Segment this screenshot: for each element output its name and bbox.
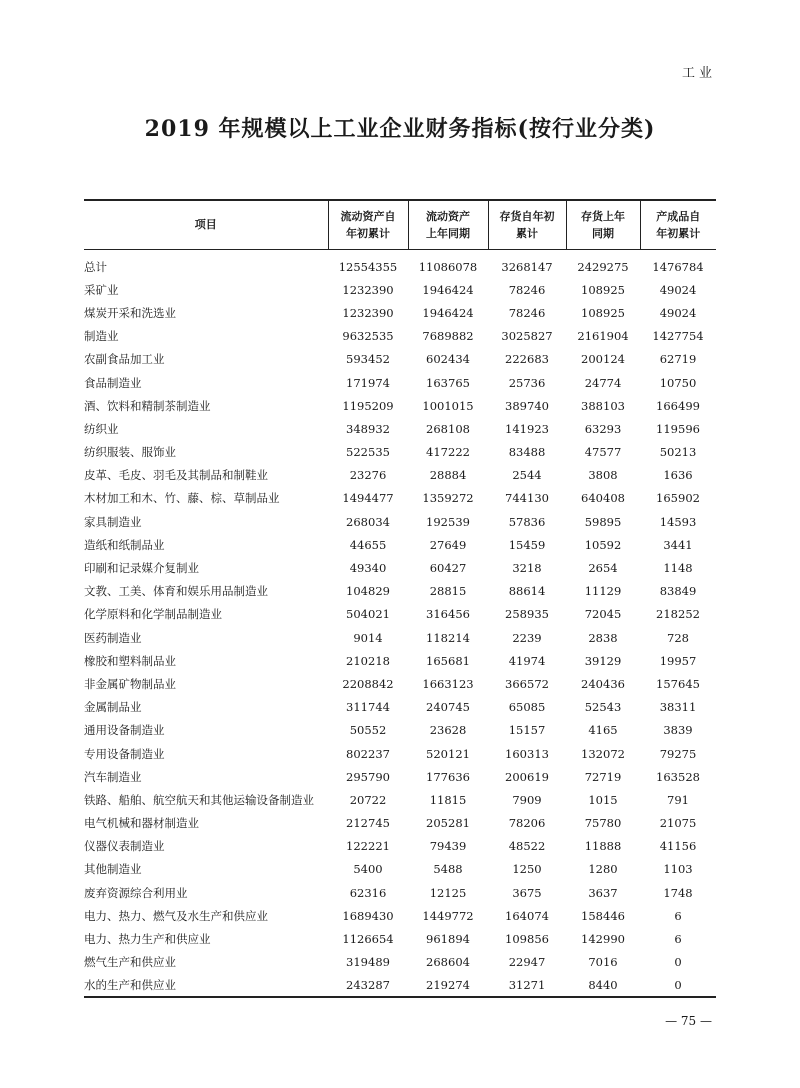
row-value: 3025827: [501, 329, 553, 344]
row-value: 1636: [663, 468, 693, 483]
row-value: 44655: [349, 537, 387, 552]
row-value: 83849: [659, 584, 697, 599]
row-label: 农副食品加工业: [84, 352, 165, 367]
row-value: 417222: [426, 445, 470, 460]
row-value: 20722: [349, 792, 387, 807]
row-value: 1001015: [422, 398, 474, 413]
table-row: [84, 348, 716, 371]
row-label: 通用设备制造业: [84, 723, 165, 738]
row-value: 1359272: [422, 491, 474, 506]
row-value: 0: [640, 974, 716, 997]
row-value: 1015: [588, 792, 618, 807]
row-value: 2838: [588, 630, 618, 645]
row-value: 52543: [584, 700, 622, 715]
row-value: 11888: [584, 839, 622, 854]
table-row: [84, 556, 716, 579]
row-value: 23276: [349, 468, 387, 483]
row-value: 12125: [429, 885, 467, 900]
row-value: 49340: [349, 561, 387, 576]
row-value: 640408: [581, 491, 625, 506]
row-value: 520121: [426, 746, 470, 761]
table-row: [84, 464, 716, 487]
table-body: [84, 249, 716, 997]
row-value: 19957: [659, 653, 697, 668]
row-label: 废弃资源综合利用业: [84, 885, 188, 900]
row-value: 212745: [346, 816, 390, 831]
row-value: 1280: [588, 862, 618, 877]
row-label: 燃气生产和供应业: [84, 955, 176, 970]
row-value: 78206: [508, 816, 546, 831]
row-value: 59895: [584, 514, 622, 529]
row-value: 31271: [488, 974, 566, 997]
table-row: [84, 858, 716, 881]
row-value: 205281: [426, 816, 470, 831]
row-value: 9632535: [342, 329, 394, 344]
row-value: 9014: [353, 630, 383, 645]
table-row: [84, 301, 716, 324]
row-value: 10592: [584, 537, 622, 552]
table-row: [84, 278, 716, 301]
row-value: 1232390: [342, 282, 394, 297]
row-value: 2161904: [577, 329, 629, 344]
header-line: 产成品自: [656, 209, 701, 223]
row-label: 总计: [84, 259, 107, 274]
row-value: 295790: [346, 769, 390, 784]
financial-indicators-table-container: [84, 199, 716, 998]
header-line: 项目: [194, 218, 217, 232]
row-value: 119596: [656, 421, 700, 436]
row-value: 8440: [566, 974, 640, 997]
row-value: 79275: [659, 746, 697, 761]
row-value: 728: [667, 630, 689, 645]
row-value: 165681: [426, 653, 470, 668]
header-line: 累计: [516, 226, 538, 240]
row-value: 1195209: [342, 398, 394, 413]
row-value: 15157: [508, 723, 546, 738]
row-value: 218252: [656, 607, 700, 622]
row-value: 62719: [659, 352, 697, 367]
row-label: 印刷和记录媒介复制业: [84, 561, 199, 576]
row-label: 皮革、毛皮、羽毛及其制品和制鞋业: [84, 468, 268, 483]
row-value: 163528: [656, 769, 700, 784]
row-value: 311744: [346, 700, 390, 715]
row-value: 75780: [584, 816, 622, 831]
financial-indicators-table: [84, 199, 716, 998]
row-value: 316456: [426, 607, 470, 622]
table-row: [84, 742, 716, 765]
table-row: [84, 533, 716, 556]
table-row: [84, 672, 716, 695]
row-value: 78246: [508, 282, 546, 297]
row-value: 3218: [512, 561, 542, 576]
row-value: 258935: [505, 607, 549, 622]
row-value: 2239: [512, 630, 542, 645]
row-value: 7909: [512, 792, 542, 807]
row-label: 电气机械和器材制造业: [84, 816, 199, 831]
row-value: 14593: [659, 514, 697, 529]
row-value: 108925: [581, 305, 625, 320]
row-value: 6: [674, 932, 682, 947]
row-value: 122221: [346, 839, 390, 854]
row-label: 仪器仪表制造业: [84, 839, 165, 854]
row-value: 268108: [426, 421, 470, 436]
table-row: [84, 487, 716, 510]
row-value: 47577: [584, 445, 622, 460]
header-line: 年初累计: [346, 226, 390, 240]
column-header-inventory-prev-year: [566, 200, 640, 249]
table-row: [84, 510, 716, 533]
row-value: 4165: [588, 723, 618, 738]
row-value: 3675: [512, 885, 542, 900]
row-value: 602434: [426, 352, 470, 367]
row-label: 制造业: [84, 329, 119, 344]
table-row: [84, 394, 716, 417]
row-value: 1946424: [422, 282, 474, 297]
row-value: 6: [674, 908, 682, 923]
row-value: 79439: [429, 839, 467, 854]
row-label: 专用设备制造业: [84, 746, 165, 761]
row-value: 11086078: [418, 259, 478, 274]
row-value: 165902: [656, 491, 700, 506]
row-value: 243287: [328, 974, 408, 997]
table-header-row: [84, 200, 716, 249]
row-value: 22947: [508, 955, 546, 970]
row-value: 39129: [584, 653, 622, 668]
page-number: — 75 —: [665, 1014, 712, 1028]
row-value: 157645: [656, 676, 700, 691]
row-label: 汽车制造业: [84, 769, 142, 784]
row-value: 23628: [429, 723, 467, 738]
table-row: [84, 580, 716, 603]
row-value: 3268147: [501, 259, 553, 274]
row-value: 7016: [588, 955, 618, 970]
row-label: 家具制造业: [84, 514, 142, 529]
row-value: 200124: [581, 352, 625, 367]
row-value: 60427: [429, 561, 467, 576]
section-tag: 工业: [681, 66, 716, 81]
row-value: 49024: [659, 282, 697, 297]
row-value: 160313: [505, 746, 549, 761]
table-row: [84, 441, 716, 464]
row-value: 177636: [426, 769, 470, 784]
row-value: 3839: [663, 723, 693, 738]
row-value: 1748: [663, 885, 693, 900]
row-value: 72719: [584, 769, 622, 784]
row-value: 109856: [505, 932, 549, 947]
header-line: 同期: [592, 226, 614, 240]
table-row: [84, 927, 716, 950]
row-value: 348932: [346, 421, 390, 436]
row-value: 65085: [508, 700, 546, 715]
row-label: 医药制造业: [84, 630, 142, 645]
row-label: 纺织业: [84, 421, 119, 436]
row-value: 504021: [346, 607, 390, 622]
row-value: 192539: [426, 514, 470, 529]
row-value: 132072: [581, 746, 625, 761]
header-line: 存货上年: [581, 209, 625, 223]
row-value: 62316: [349, 885, 387, 900]
row-label: 电力、热力生产和供应业: [84, 932, 211, 947]
header-line: 上年同期: [426, 226, 470, 240]
column-header-inventory-ytd: [488, 200, 566, 249]
row-label: 电力、热力、燃气及水生产和供应业: [84, 908, 268, 923]
row-value: 1663123: [422, 676, 474, 691]
row-label: 橡胶和塑料制品业: [84, 653, 176, 668]
row-value: 389740: [505, 398, 549, 413]
table-row: [84, 788, 716, 811]
row-value: 1946424: [422, 305, 474, 320]
row-value: 2208842: [342, 676, 394, 691]
header-line: 流动资产: [426, 209, 470, 223]
row-value: 7689882: [422, 329, 474, 344]
row-value: 11129: [584, 584, 622, 599]
table-row: [84, 255, 716, 278]
row-value: 50213: [659, 445, 697, 460]
row-value: 164074: [505, 908, 549, 923]
row-label: 煤炭开采和洗选业: [84, 305, 176, 320]
row-label: 文教、工美、体育和娱乐用品制造业: [84, 584, 268, 599]
row-value: 158446: [581, 908, 625, 923]
row-value: 5400: [353, 862, 383, 877]
row-value: 49024: [659, 305, 697, 320]
row-value: 2654: [588, 561, 618, 576]
table-row: [84, 951, 716, 974]
row-value: 744130: [505, 491, 549, 506]
row-value: 222683: [505, 352, 549, 367]
row-value: 104829: [346, 584, 390, 599]
row-value: 240436: [581, 676, 625, 691]
row-value: 25736: [508, 375, 546, 390]
header-line: 年初累计: [656, 226, 701, 240]
row-label: 金属制品业: [84, 700, 142, 715]
row-label: 造纸和纸制品业: [84, 537, 165, 552]
row-value: 1476784: [652, 259, 704, 274]
row-value: 38311: [659, 700, 697, 715]
row-value: 319489: [346, 955, 390, 970]
row-value: 163765: [426, 375, 470, 390]
row-value: 24774: [584, 375, 622, 390]
row-value: 200619: [505, 769, 549, 784]
row-value: 108925: [581, 282, 625, 297]
table-row: [84, 325, 716, 348]
row-value: 268604: [426, 955, 470, 970]
row-label: 采矿业: [84, 282, 119, 297]
table-row: [84, 626, 716, 649]
row-value: 27649: [429, 537, 467, 552]
row-value: 2429275: [577, 259, 629, 274]
table-row: [84, 881, 716, 904]
row-value: 3637: [588, 885, 618, 900]
row-value: 41156: [659, 839, 697, 854]
row-value: 1250: [512, 862, 542, 877]
row-value: 11815: [429, 792, 467, 807]
row-value: 1427754: [652, 329, 704, 344]
table-row: [84, 649, 716, 672]
row-value: 171974: [346, 375, 390, 390]
row-value: 1103: [663, 862, 693, 877]
page-title: 2019 年规模以上工业企业财务指标(按行业分类): [144, 116, 656, 142]
row-value: 63293: [584, 421, 622, 436]
table-row: [84, 765, 716, 788]
row-label: 铁路、船舶、航空航天和其他运输设备制造业: [84, 792, 314, 807]
row-value: 1148: [663, 561, 693, 576]
row-value: 1689430: [342, 908, 394, 923]
row-value: 3808: [588, 468, 618, 483]
row-value: 2544: [512, 468, 542, 483]
row-value: 141923: [505, 421, 549, 436]
row-label: 化学原料和化学制品制造业: [84, 607, 222, 622]
row-label: 酒、饮料和精制茶制造业: [84, 398, 211, 413]
table-row: [84, 904, 716, 927]
row-label: 水的生产和供应业: [84, 974, 328, 997]
row-value: 791: [667, 792, 689, 807]
row-label: 木材加工和木、竹、藤、棕、草制品业: [84, 491, 280, 506]
row-value: 78246: [508, 305, 546, 320]
table-row: [84, 974, 716, 997]
row-value: 50552: [349, 723, 387, 738]
row-value: 1232390: [342, 305, 394, 320]
table-row: [84, 603, 716, 626]
row-value: 41974: [508, 653, 546, 668]
row-label: 食品制造业: [84, 375, 142, 390]
table-row: [84, 719, 716, 742]
table-row: [84, 696, 716, 719]
row-value: 1494477: [342, 491, 394, 506]
table-row: [84, 835, 716, 858]
row-value: 240745: [426, 700, 470, 715]
row-value: 10750: [659, 375, 697, 390]
row-value: 28815: [429, 584, 467, 599]
row-value: 522535: [346, 445, 390, 460]
row-value: 28884: [429, 468, 467, 483]
row-value: 593452: [346, 352, 390, 367]
table-row: [84, 812, 716, 835]
table-row: [84, 371, 716, 394]
row-value: 142990: [581, 932, 625, 947]
row-label: 纺织服装、服饰业: [84, 445, 176, 460]
row-value: 15459: [508, 537, 546, 552]
row-value: 12554355: [338, 259, 398, 274]
row-value: 388103: [581, 398, 625, 413]
row-value: 5488: [433, 862, 463, 877]
column-header-current-assets-ytd: [328, 200, 408, 249]
row-value: 48522: [508, 839, 546, 854]
row-value: 0: [674, 955, 682, 970]
row-value: 210218: [346, 653, 390, 668]
row-value: 57836: [508, 514, 546, 529]
row-value: 118214: [426, 630, 470, 645]
table-row: [84, 417, 716, 440]
row-label: 非金属矿物制品业: [84, 676, 176, 691]
row-label: 其他制造业: [84, 862, 142, 877]
row-value: 83488: [508, 445, 546, 460]
column-header-item: [84, 200, 328, 249]
row-value: 366572: [505, 676, 549, 691]
row-value: 1126654: [342, 932, 394, 947]
row-value: 21075: [659, 816, 697, 831]
row-value: 802237: [346, 746, 390, 761]
row-value: 88614: [508, 584, 546, 599]
row-value: 3441: [663, 537, 693, 552]
header-line: 存货自年初: [499, 209, 555, 223]
row-value: 219274: [408, 974, 488, 997]
row-value: 166499: [656, 398, 700, 413]
column-header-finished-goods-ytd: [640, 200, 716, 249]
row-value: 268034: [346, 514, 390, 529]
row-value: 961894: [426, 932, 470, 947]
column-header-current-assets-prev-year: [408, 200, 488, 249]
row-value: 1449772: [422, 908, 474, 923]
row-value: 72045: [584, 607, 622, 622]
header-line: 流动资产自: [340, 209, 396, 223]
